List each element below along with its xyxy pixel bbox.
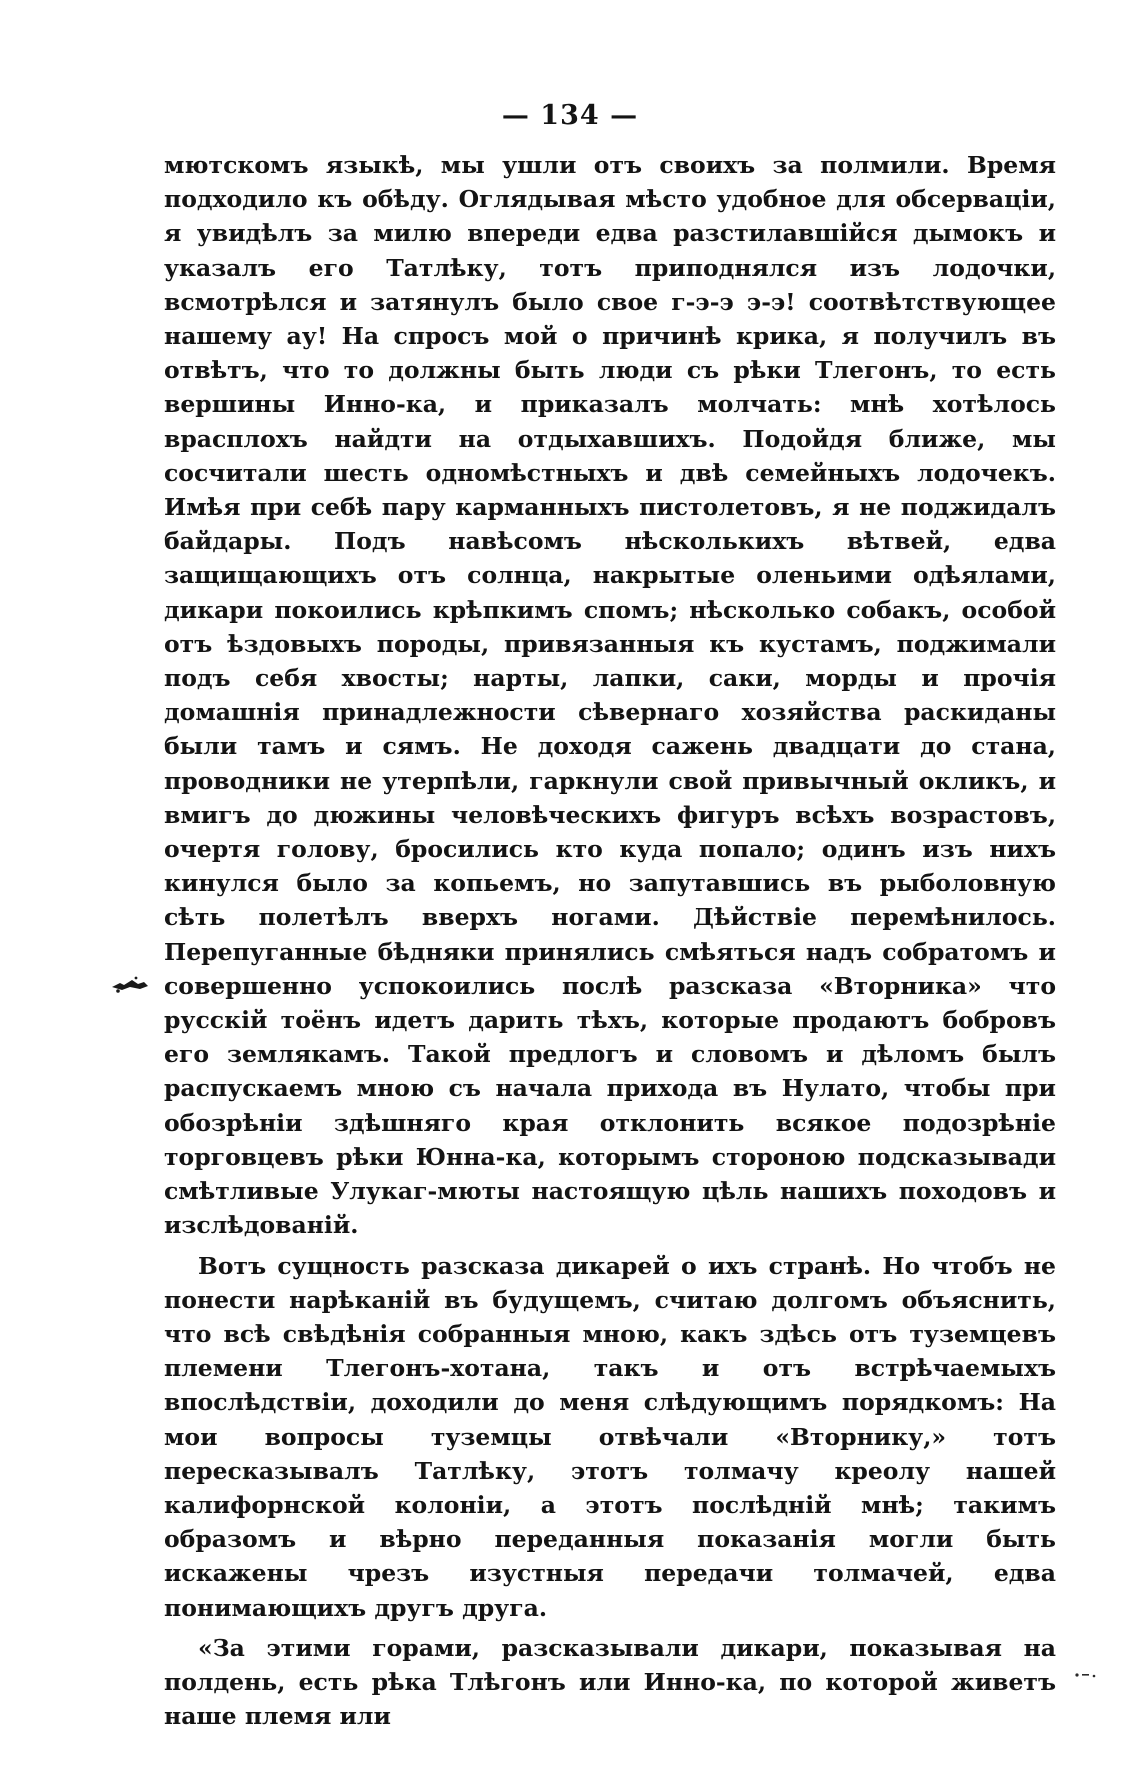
body-text [164,148,1056,1733]
paragraph-informants: Вотъ сущность разсказа дикарей о ихъ странѣ. Но чтобъ не понести нарѣканій въ будущемъ, считаю долгомъ объяснить, что всѣ свѣдѣнія собранныя мною, какъ здѣсь отъ туземцевъ племени Тлегонъ-хотана, такъ и отъ встрѣчаемыхъ впослѣдствіи, доходили до меня слѣдующимъ порядкомъ: На мои вопросы туземцы отвѣчали «Вторнику,» тотъ пересказывалъ Татлѣку, этотъ толмачу креолу нашей калифорнской колоніи, а этотъ послѣдній мнѣ; такимъ образомъ и вѣрно переданныя показанія могли быть искажены чрезъ изустныя передачи толмачей, едва понимающихъ другъ друга. [164,1251,1056,1622]
corner-ink-speck-icon [1073,1670,1097,1680]
paragraph-quote-start: «За этими горами, разсказывали дикари, показывая на полдень, есть рѣка Тлѣгонъ или Инно-ка, по которой живетъ наше племя или [164,1633,1056,1731]
paragraph-continued: мютскомъ языкѣ, мы ушли отъ своихъ за полмили. Время подходило къ обѣду. Оглядывая мѣсто удобное для обсерваціи, я увидѣлъ за милю впереди едва разстилавшійся дымокъ и указалъ его Татлѣку, тотъ приподнялся изъ лодочки, всмотрѣлся и затянулъ было свое г-э-э э-э! соотвѣтствующее нашему ау! На спросъ мой о причинѣ крика, я получилъ въ отвѣтъ, что то должны быть люди съ рѣки Тлегонъ, то есть вершины Инно-ка, и приказалъ молчать: мнѣ хотѣлось врасплохъ найдти на отдыхавшихъ. Подойдя ближе, мы сосчитали шесть одномѣстныхъ и двѣ семейныхъ лодочекъ. Имѣя при себѣ пару карманныхъ пистолетовъ, я не поджидалъ байдары. Подъ навѣсомъ нѣсколькихъ вѣтвей, едва защищающихъ отъ солнца, накрытые оленьими одѣялами, дикари покоились крѣпкимъ спомъ; нѣсколько собакъ, особой отъ ѣздовыхъ породы, привязанныя къ кустамъ, поджимали подъ себя хвосты; нарты, лапки, саки, морды и прочія домашнія принадлежности сѣвернаго хозяйства раскиданы были тамъ и сямъ. Не доходя сажень двадцати до стана, проводники не утерпѣли, гаркнули свой привычный окликъ, и вмигъ до дюжины человѣческихъ фигуръ всѣхъ возрастовъ, очертя голову, бросились кто куда попало; одинъ изъ нихъ кинулся было за копьемъ, но запутавшись въ рыболовную сѣть полетѣлъ вверхъ ногами. Дѣйствіе перемѣнилось. Перепуганные бѣдняки принялись смѣяться надъ собратомъ и совершенно успокоились послѣ разсказа «Вторника» что русскій тоёнъ идетъ дарить тѣхъ, которые продаютъ бобровъ его землякамъ. Такой предлогъ и словомъ и дѣломъ былъ распускаемъ мною съ начала прихода въ Нулато, чтобы при обозрѣніи здѣшняго края отклонить всякое подозрѣніе торговцевъ рѣки Юнна-ка, которымъ стороною подсказывади смѣтливые Улукаг-мюты настоящую цѣль нашихъ походовъ и изслѣдованій. [164,151,1056,1240]
page-number: — 134 — [501,100,639,131]
margin-ink-mark-icon [110,975,150,995]
